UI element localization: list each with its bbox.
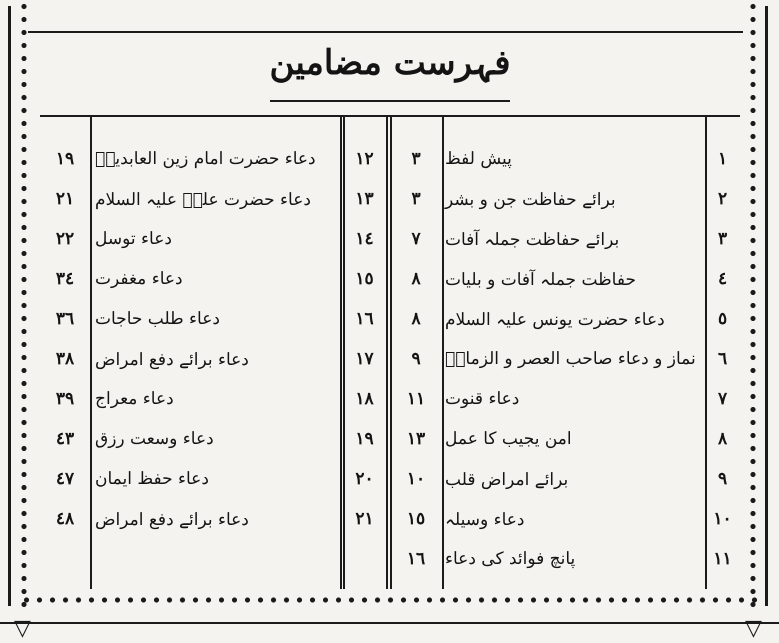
- entry-number: ٥: [717, 309, 728, 329]
- entry-title: برائے حفاظت جن و بشر: [445, 189, 616, 210]
- entry-title: دعاء طلب حاجات: [95, 309, 220, 329]
- entry-page: ٤٣: [55, 429, 75, 449]
- entry-page: ٣٦: [55, 309, 75, 329]
- bottom-bead-border: [20, 595, 760, 605]
- entry-title: حفاظت جملہ آفات و بلیات: [445, 269, 636, 290]
- entry-title: دعاء معراج: [95, 389, 174, 409]
- column-divider: [90, 117, 92, 589]
- entry-page: ٣٩: [55, 389, 75, 409]
- bottom-rule: [0, 622, 779, 624]
- entry-page: ٩: [411, 349, 421, 369]
- entry-number: ١٠: [713, 509, 732, 529]
- entry-page: ٢١: [55, 189, 75, 209]
- entry-page: ٣: [411, 189, 421, 209]
- entry-title: دعاء حضرت امام زین العابدینؑ: [95, 149, 316, 169]
- entry-number: ٨: [717, 429, 728, 449]
- contents-table: [40, 115, 740, 589]
- entry-page: ١١: [406, 389, 426, 409]
- entry-title: دعاء وسعت رزق: [95, 429, 214, 449]
- entry-number: ١٥: [355, 269, 374, 289]
- column-divider: [340, 117, 342, 589]
- corner-ornament-right: ▽: [745, 616, 762, 641]
- entry-number: ٧: [717, 389, 728, 409]
- entry-number: ٦: [717, 349, 728, 369]
- entry-page: ٨: [411, 309, 421, 329]
- entry-number: ١٧: [355, 349, 374, 369]
- entry-title: دعاء توسل: [95, 229, 172, 249]
- entry-page: ٢٢: [55, 229, 75, 249]
- entry-page: ١٦: [406, 549, 426, 569]
- top-rule: [28, 31, 743, 33]
- entry-page: ٣: [411, 149, 421, 169]
- entry-page: ٣٨: [55, 349, 75, 369]
- entry-title: دعاء برائے دفع امراض: [95, 509, 249, 530]
- left-bead-border: [19, 0, 29, 612]
- entry-number: ١١: [713, 549, 732, 569]
- entry-number: ٢٠: [355, 469, 374, 489]
- entry-title: برائے امراض قلب: [445, 469, 569, 490]
- entry-number: ١٢: [355, 149, 374, 169]
- entry-title: دعاء حفظ ایمان: [95, 469, 209, 489]
- entry-page: ١٩: [55, 149, 75, 169]
- entry-page: ١٥: [406, 509, 426, 529]
- entry-page: ١٣: [406, 429, 426, 449]
- entry-number: ٤: [717, 269, 728, 289]
- entry-title: دعاء وسیلہ: [445, 509, 525, 530]
- running-header: [150, 0, 670, 12]
- corner-ornament-left: ▽: [14, 616, 31, 641]
- column-divider: [442, 117, 444, 589]
- entry-title: دعاء مغفرت: [95, 269, 183, 289]
- entry-page: ٨: [411, 269, 421, 289]
- entry-number: ٣: [717, 229, 728, 249]
- entry-page: ٣٤: [55, 269, 75, 289]
- entry-title: امن یجیب کا عمل: [445, 429, 572, 449]
- column-divider: [386, 117, 388, 589]
- entry-number: ١٣: [355, 189, 374, 209]
- title-underline: [270, 100, 510, 102]
- entry-number: ٩: [717, 469, 728, 489]
- entry-title: پانچ فوائد کی دعاء: [445, 549, 576, 569]
- entry-title: دعاء حضرت علیؑ علیہ السلام: [95, 189, 311, 210]
- page-title: فہرست مضامین: [269, 43, 511, 83]
- entry-number: ١٤: [355, 229, 374, 249]
- entry-number: ٢: [717, 189, 728, 209]
- entry-title: دعاء حضرت یونس علیہ السلام: [445, 309, 665, 330]
- entry-number: ١٨: [355, 389, 374, 409]
- entry-page: ٤٧: [55, 469, 75, 489]
- entry-number: ١: [717, 149, 728, 169]
- entry-page: ٧: [411, 229, 421, 249]
- entry-page: ٤٨: [55, 509, 75, 529]
- entry-title: دعاء برائے دفع امراض: [95, 349, 249, 370]
- entry-title: پیش لفظ: [445, 149, 512, 169]
- right-bead-border: [748, 0, 758, 612]
- entry-page: ١٠: [406, 469, 426, 489]
- entry-title: دعاء قنوت: [445, 389, 520, 409]
- entry-title: نماز و دعاء صاحب العصر و الزمانؑ: [445, 349, 696, 369]
- entry-number: ١٩: [355, 429, 374, 449]
- entry-number: ١٦: [355, 309, 374, 329]
- entry-number: ٢١: [355, 509, 374, 529]
- entry-title: برائے حفاظت جملہ آفات: [445, 229, 620, 250]
